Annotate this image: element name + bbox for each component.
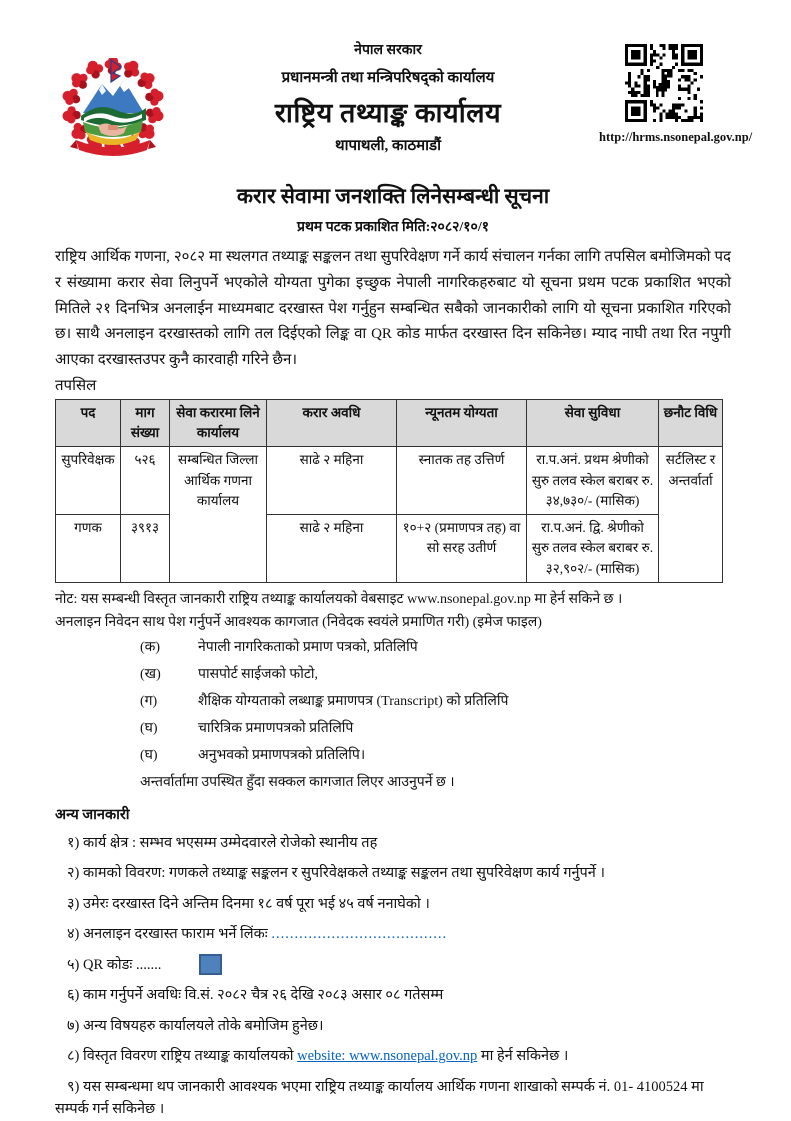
other-info-item-8 [55,1045,731,1067]
item-label: (ग) [140,693,158,709]
col-post: पद [56,399,121,447]
notice-title: करार सेवामा जनशक्ति लिनेसम्बन्धी सूचना [236,184,550,208]
cell-benefits: रा.प.अनं. प्रथम श्रेणीको सुरु तलव स्केल बराबर रु. ३४,७३०/- (मासिक) [527,447,659,515]
item-text: चारित्रिक प्रमाणपत्रको प्रतिलिपि [198,720,354,736]
government-line: नेपाल सरकार [354,43,422,58]
qr-placeholder-box [199,954,222,975]
cell-post: गणक [56,515,121,583]
qr-label: ५) QR कोडः ....... [67,956,162,973]
header-titles [175,40,601,155]
cell-period: साढे २ महिना [267,447,397,515]
cell-benefits: रा.प.अनं. द्वि. श्रेणीको सुरु तलव स्केल बराबर रु. ३२,९०२/- (मासिक) [527,515,659,583]
intro-paragraph: राष्ट्रिय आर्थिक गणना, २०८२ मा स्थलगत तथ्याङ्क सङ्कलन तथा सुपरिवेक्षण गर्ने कार्य संचालन गर्नका लागि तपसिल बमोजिमको पद र संख्यामा करार सेवा लिनुपर्ने भएकोले योग्यता पुगेका इच्छुक नेपाली नागरिकहरुबाट यो सूचना प्रथम पटक प्रकाशित भएको मितिले २१ दिनभित्र अनलाईन माध्यमबाट दरखास्त पेश गर्नुहुन सम्बन्धित सबैको जानकारीको लागि यो सूचना प्रकाशित गरिएको छ। साथै अनलाइन दरखास्तको लागि तल दिईएको लिङ्क वा QR कोड मार्फत दरखास्त दिन सकिनेछ। म्याद नाघी तथा रित नपुगी आएका दरखास्तउपर कुनै कारवाही गरिने छैन। [55,249,731,369]
other-info-heading: अन्य जानकारी [55,806,130,823]
note-line [55,589,731,608]
note-prefix: नोट: यस सम्बन्धी विस्तृत जानकारी राष्ट्रिय तथ्याङ्क कार्यालयको वेबसाइट [55,591,408,607]
item-text: पासपोर्ट साईजको फोटो, [198,666,319,682]
item-text: शैक्षिक योग्यताको लब्धाङ्क प्रमाणपत्र (Transcript) को प्रतिलिपि [198,693,509,709]
hrms-url[interactable]: http://hrms.nsonepal.gov.np/ [599,130,753,144]
ministry-line: प्रधानमन्त्री तथा मन्त्रिपरिषद्को कार्यालय [281,70,495,86]
website-url-text[interactable]: www.nsonepal.gov.np [407,591,531,607]
list-item [140,745,731,766]
header-qr-block [599,44,753,145]
cell-period: साढे २ महिना [267,515,397,583]
documents-heading: अनलाइन निवेदन साथ पेश गर्नुपर्ने आवश्यक कागजात (निवेदक स्वयंले प्रमाणित गरी) (इमेज फाइल) [55,614,542,630]
item-text: नेपाली नागरिकताको प्रमाण पत्रको, प्रतिलिपि [198,639,418,655]
other-info-item-2: २) कामको विवरण: गणकले तथ्याङ्क सङ्कलन र सुपरिवेक्षकले तथ्याङ्क सङ्कलन तथा सुपरिवेक्षण कार्य गर्नुपर्ने । [67,865,605,882]
list-item [140,691,731,712]
item8-prefix: ८) विस्तृत विवरण राष्ट्रिय तथ्याङ्क कार्यालयको [67,1048,298,1065]
other-info-item-6: ६) काम गर्नुपर्ने अवधिः वि.सं. २०८२ चैत्र २६ देखि २०८३ असार ०८ गतेसम्म [67,987,444,1004]
apply-link-label: ४) अनलाइन दरखास्त फाराम भर्ने लिंकः [67,926,272,943]
note-suffix: मा हेर्न सकिने छ । [530,591,623,607]
document-header [55,40,753,168]
cell-selection-merged: सर्टलिस्ट र अन्तर्वार्ता [659,447,723,583]
cell-office-merged: सम्बन्धित जिल्ला आर्थिक गणना कार्यालय [170,447,267,583]
col-qualification: न्यूनतम योग्यता [397,399,527,447]
list-item [140,637,731,658]
cell-qualification: १०+२ (प्रमाणपत्र तह) वा सो सरह उतीर्ण [397,515,527,583]
other-info-item-9: ९) यस सम्बन्धमा थप जानकारी आवश्यक भएमा राष्ट्रिय तथ्याङ्क कार्यालय आर्थिक गणना शाखाको सम्पर्क नं. 01- 4100524 मा सम्पर्क गर्न सकिनेछ । [55,1078,704,1118]
documents-footer: अन्तर्वार्तामा उपस्थित हुँदा सक्कल कागजात लिएर आउनुपर्ने छ । [140,774,455,790]
cell-post: सुपरिवेक्षक [56,447,121,515]
other-info-item-7: ७) अन्य विषयहरु कार्यालयले तोके बमोजिम हुनेछ। [67,1017,324,1034]
col-benefits: सेवा सुविधा [527,399,659,447]
office-name: राष्ट्रिय तथ्याङ्क कार्यालय [274,98,502,128]
apply-form-link[interactable]: ...................................... [271,926,448,943]
table-header-row [56,399,723,447]
item-label: (घ) [140,720,158,736]
cell-qualification: स्नातक तह उत्तिर्ण [397,447,527,515]
published-date-line: प्रथम पटक प्रकाशित मिति:२०८२/१०/१ [296,220,490,235]
item-label: (घ) [140,747,158,763]
col-selection: छनौट विधि [659,399,723,447]
table-row [56,447,723,515]
other-info-item-1: १) कार्य क्षेत्र : सम्भव भएसम्म उम्मेदवारले रोजेको स्थानीय तह [67,834,378,851]
col-period: करार अवधि [267,399,397,447]
table-row [56,515,723,583]
nso-website-link[interactable]: website: www.nsonepal.gov.np [297,1048,478,1065]
cell-count: ५२६ [121,447,170,515]
other-info-item-4 [55,923,731,945]
item-text: अनुभवको प्रमाणपत्रको प्रतिलिपि। [198,747,366,763]
qr-code-icon [625,44,703,122]
other-info-item-5 [55,954,731,976]
list-item [140,718,731,739]
item-label: (क) [140,639,161,655]
cell-count: ३९१३ [121,515,170,583]
office-address: थापाथली, काठमाडौं [335,138,441,154]
tapasil-label: तपसिल [55,377,97,394]
vacancy-table [55,399,723,583]
nepal-government-emblem-icon [58,58,168,162]
col-count: माग संख्या [121,399,170,447]
list-item [140,664,731,685]
item-label: (ख) [140,666,161,682]
other-info-item-3: ३) उमेरः दरखास्त दिने अन्तिम दिनमा १८ वर्ष पूरा भई ४५ वर्ष ननाघेको । [67,895,430,912]
col-office: सेवा करारमा लिने कार्यालय [170,399,267,447]
item8-suffix: मा हेर्न सकिनेछ । [477,1048,569,1065]
